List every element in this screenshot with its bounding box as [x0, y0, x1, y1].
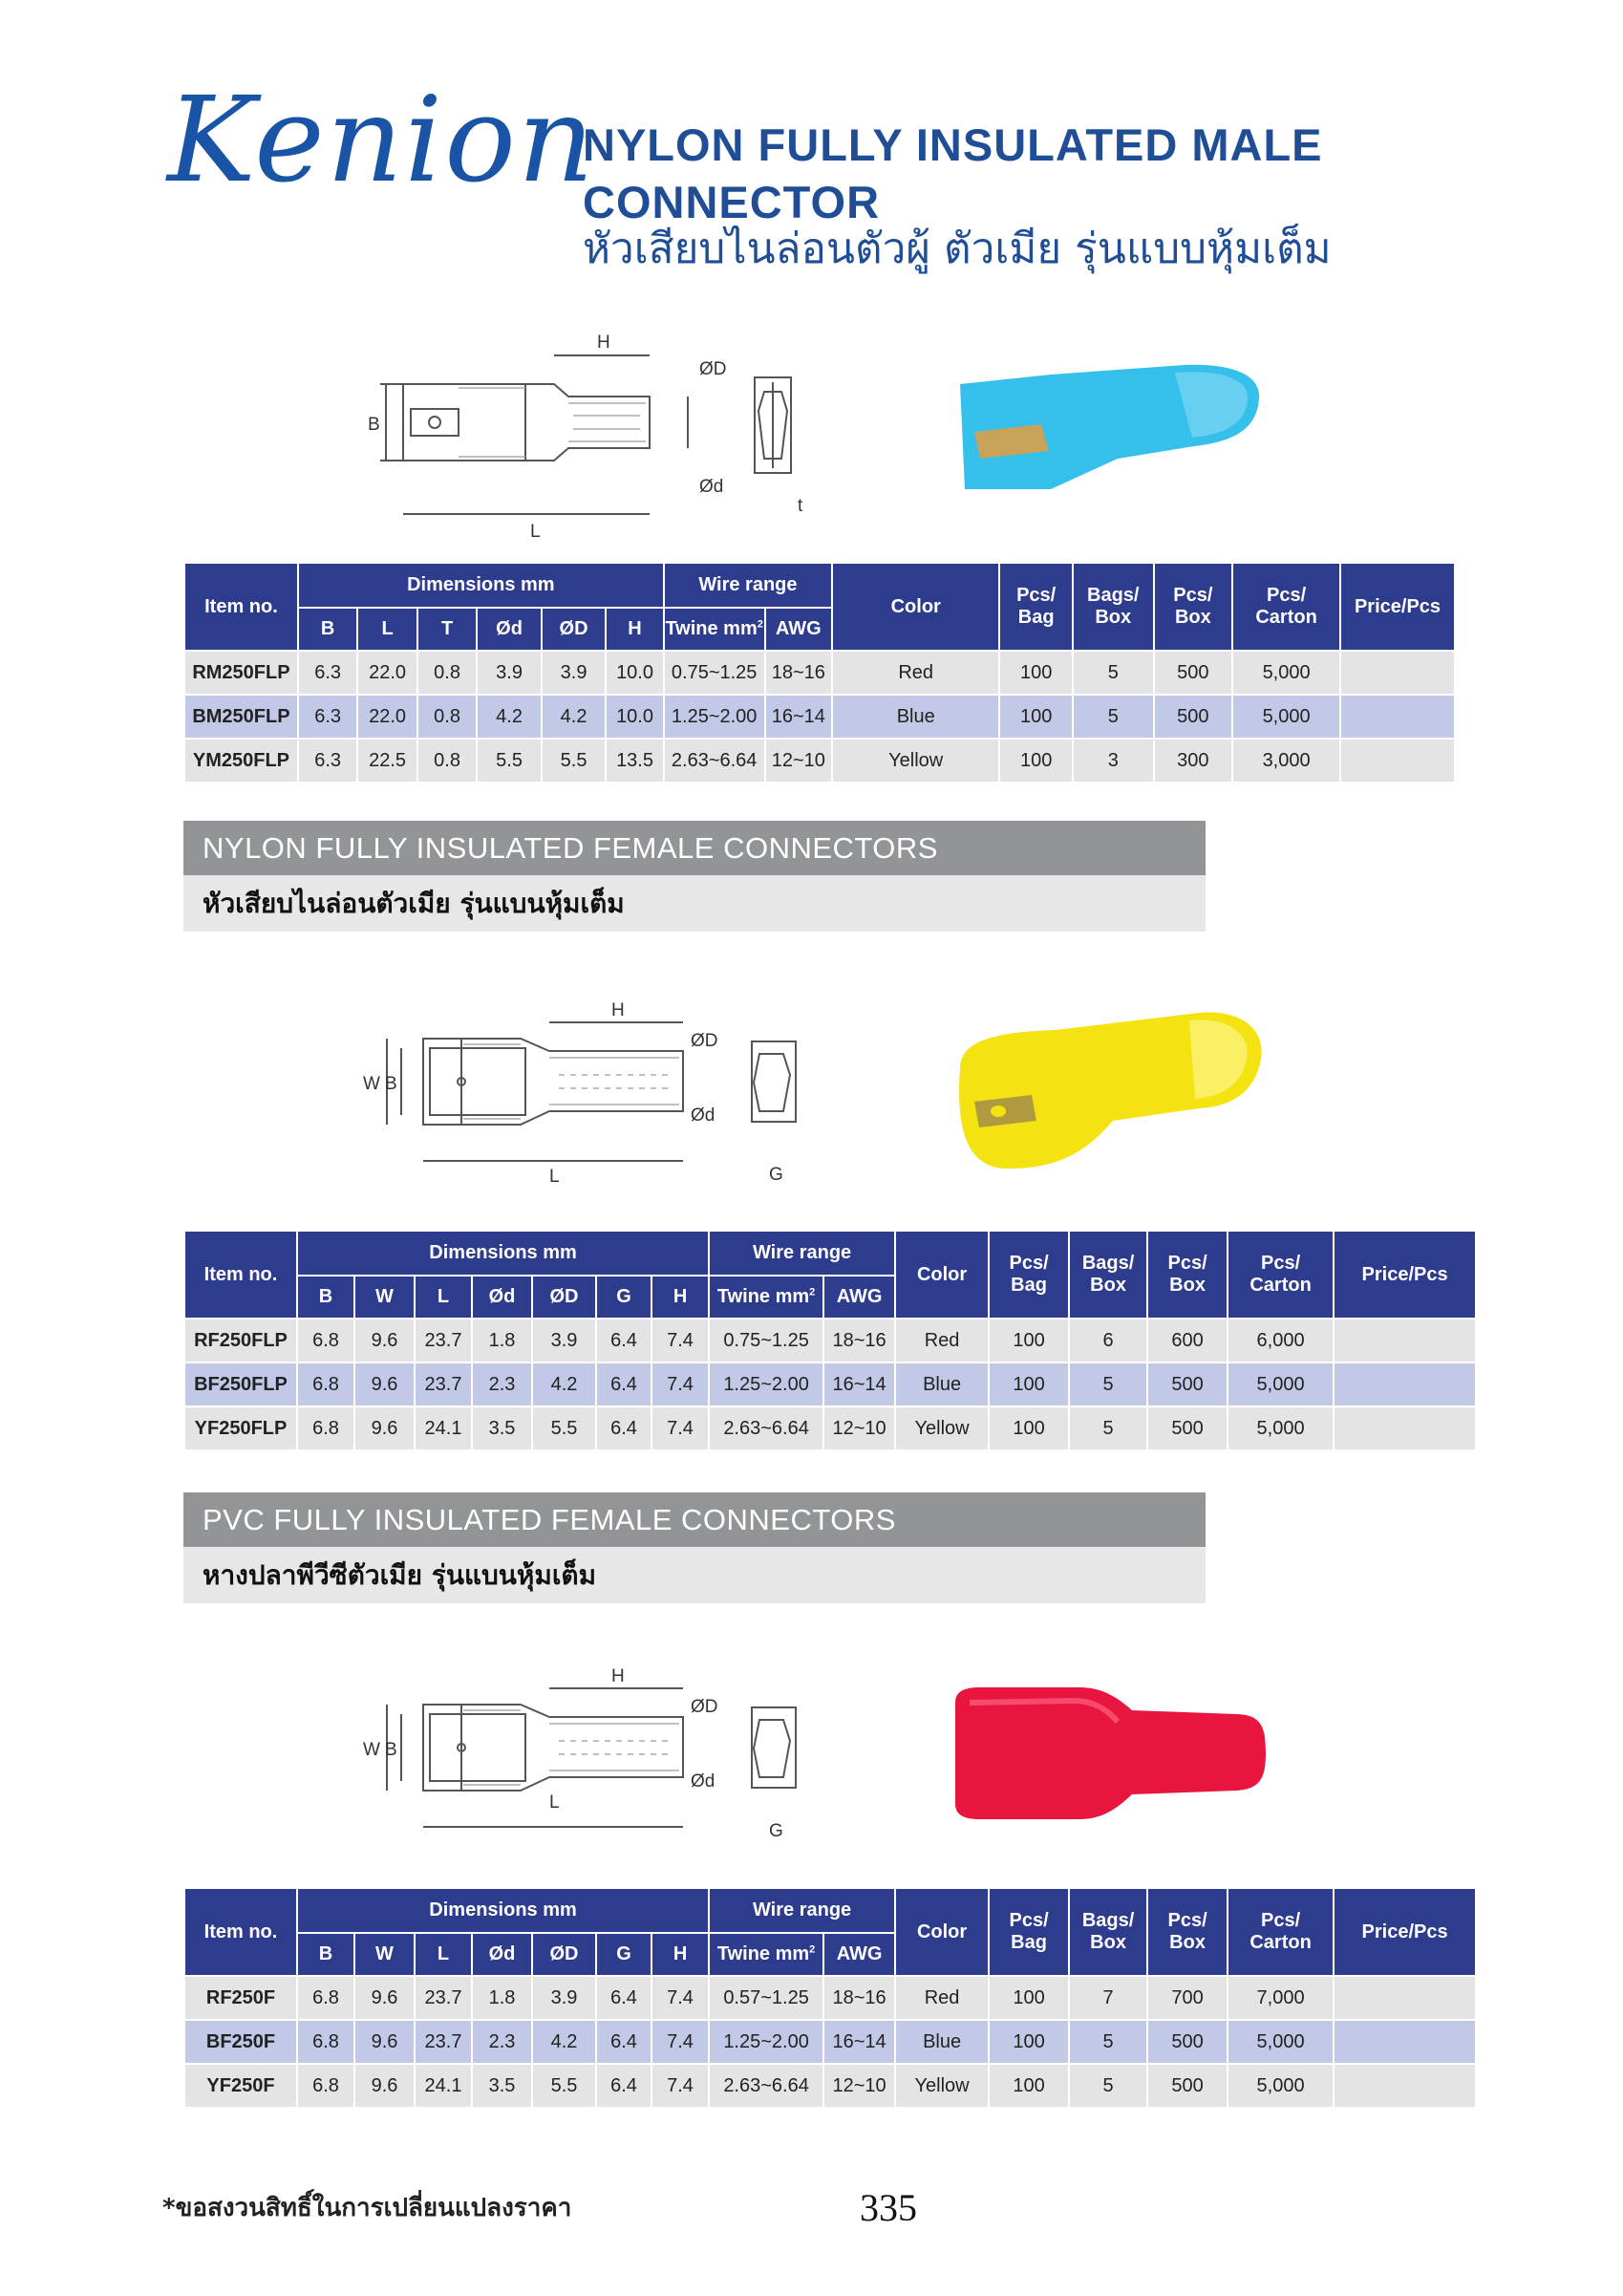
dim-cell: 7.4 [651, 1319, 709, 1363]
table-row [184, 1976, 1476, 2020]
dim-cell: 2.3 [472, 2020, 532, 2064]
header-awg: AWG [823, 1276, 895, 1319]
header-pcs-box: Pcs/ Box [1147, 1231, 1228, 1319]
section-nylon-female [183, 821, 1206, 932]
color-cell: Blue [832, 695, 999, 739]
dim-cell: 2.3 [472, 1363, 532, 1406]
nylon-female-diagram [358, 998, 826, 1199]
dim-cell: 6.4 [596, 1363, 651, 1406]
header-twine [664, 608, 765, 651]
table-row [184, 2064, 1476, 2108]
table-row [184, 739, 1455, 783]
pcs-carton-cell: 5,000 [1228, 1363, 1334, 1406]
item-no: RM250FLP [184, 651, 298, 695]
header-twine-sup: 2 [809, 1286, 816, 1298]
header-bags-box: Bags/ Box [1073, 563, 1154, 651]
header-pcs-bag: Pcs/ Bag [989, 1888, 1069, 1976]
dim-cell: 23.7 [415, 2020, 472, 2064]
item-no: RF250F [184, 1976, 297, 2020]
dim-label-od-big: ØD [691, 1697, 718, 1717]
dim-col-header: B [297, 1276, 354, 1319]
awg-cell: 12~10 [765, 739, 833, 783]
header-twine-label: Twine mm [716, 1943, 810, 1964]
header-twine-label: Twine mm [665, 618, 758, 639]
dim-cell: 0.8 [417, 651, 477, 695]
page-number: 335 [860, 2186, 917, 2229]
awg-cell: 12~10 [823, 2064, 895, 2108]
price-cell [1340, 739, 1455, 783]
dim-cell: 3.9 [477, 651, 542, 695]
dim-label-od-small: Ød [699, 477, 724, 497]
nylon-female-table [183, 1230, 1477, 1451]
dim-cell: 7.4 [651, 1406, 709, 1450]
pcs-box-cell: 700 [1147, 1976, 1228, 2020]
dim-col-header: ØD [532, 1276, 596, 1319]
dim-cell: 9.6 [354, 2064, 415, 2108]
color-cell: Red [895, 1976, 989, 2020]
header-price: Price/Pcs [1334, 1231, 1476, 1319]
dim-label-h: H [611, 1000, 625, 1020]
dim-cell: 4.2 [532, 1363, 596, 1406]
dim-cell: 9.6 [354, 1363, 415, 1406]
header-color: Color [895, 1231, 989, 1319]
dim-col-header: ØD [542, 608, 607, 651]
color-cell: Red [895, 1319, 989, 1363]
pvc-female-diagram [358, 1664, 826, 1865]
dim-col-header: H [651, 1933, 709, 1976]
pcs-bag-cell: 100 [989, 1319, 1069, 1363]
dim-cell: 6.4 [596, 1319, 651, 1363]
item-no: YM250FLP [184, 739, 298, 783]
item-no: BM250FLP [184, 695, 298, 739]
dim-col-header: W [354, 1933, 415, 1976]
dim-cell: 1.8 [472, 1319, 532, 1363]
table-row [184, 695, 1455, 739]
male-connector-photo [946, 346, 1271, 508]
price-cell [1334, 1319, 1476, 1363]
header-wire-range: Wire range [709, 1888, 895, 1933]
table-row [184, 2020, 1476, 2064]
pcs-carton-cell: 5,000 [1228, 2064, 1334, 2108]
dim-col-header: W [354, 1276, 415, 1319]
dim-label-h: H [611, 1666, 625, 1686]
dim-cell: 9.6 [354, 1319, 415, 1363]
twine-cell: 1.25~2.00 [709, 1363, 823, 1406]
dim-cell: 7.4 [651, 1363, 709, 1406]
dim-label-g: G [769, 1165, 783, 1185]
dim-cell: 1.8 [472, 1976, 532, 2020]
dim-col-header: L [415, 1276, 472, 1319]
dim-cell: 5.5 [532, 1406, 596, 1450]
header-item-no: Item no. [184, 1231, 297, 1319]
dim-col-header: G [596, 1933, 651, 1976]
bags-box-cell: 7 [1069, 1976, 1147, 2020]
pcs-carton-cell: 6,000 [1228, 1319, 1334, 1363]
section-thai-title: หัวเสียบไนล่อนตัวเมีย รุ่นแบนหุ้มเต็ม [183, 875, 1206, 932]
dim-label-od-big: ØD [699, 359, 727, 379]
header-item-no: Item no. [184, 563, 298, 651]
header-bags-box: Bags/ Box [1069, 1231, 1147, 1319]
dim-label-w: W [363, 1074, 380, 1094]
dim-cell: 0.8 [417, 695, 477, 739]
dim-cell: 6.8 [297, 2064, 354, 2108]
dim-label-od-small: Ød [691, 1105, 715, 1126]
twine-cell: 1.25~2.00 [664, 695, 765, 739]
pcs-bag-cell: 100 [999, 695, 1073, 739]
dim-cell: 23.7 [415, 1976, 472, 2020]
header-pcs-carton: Pcs/ Carton [1228, 1888, 1334, 1976]
twine-cell: 0.57~1.25 [709, 1976, 823, 2020]
price-cell [1334, 2064, 1476, 2108]
header-pcs-bag: Pcs/ Bag [989, 1231, 1069, 1319]
dim-cell: 5.5 [542, 739, 607, 783]
pcs-carton-cell: 3,000 [1232, 739, 1340, 783]
dim-cell: 6.4 [596, 2020, 651, 2064]
header-pcs-bag: Pcs/ Bag [999, 563, 1073, 651]
awg-cell: 16~14 [823, 1363, 895, 1406]
table-row [184, 1319, 1476, 1363]
dim-cell: 6.8 [297, 2020, 354, 2064]
twine-cell: 2.63~6.64 [664, 739, 765, 783]
dim-cell: 3.9 [532, 1976, 596, 2020]
dim-cell: 4.2 [532, 2020, 596, 2064]
price-cell [1334, 2020, 1476, 2064]
item-no: YF250F [184, 2064, 297, 2108]
dim-cell: 7.4 [651, 2020, 709, 2064]
dim-cell: 9.6 [354, 1406, 415, 1450]
price-cell [1334, 1976, 1476, 2020]
awg-cell: 16~14 [765, 695, 833, 739]
pcs-carton-cell: 5,000 [1232, 695, 1340, 739]
awg-cell: 18~16 [823, 1319, 895, 1363]
pcs-box-cell: 500 [1147, 2064, 1228, 2108]
dim-cell: 3.9 [542, 651, 607, 695]
dim-col-header: T [417, 608, 477, 651]
header-dimensions: Dimensions mm [298, 563, 664, 608]
price-change-note: *ขอสงวนสิทธิ์ในการเปลี่ยนแปลงราคา [162, 2194, 572, 2222]
pcs-box-cell: 300 [1154, 739, 1233, 783]
color-cell: Blue [895, 1363, 989, 1406]
awg-cell: 18~16 [765, 651, 833, 695]
dim-label-t: t [798, 496, 803, 516]
dim-cell: 3.5 [472, 2064, 532, 2108]
page-title [583, 117, 1323, 231]
awg-cell: 18~16 [823, 1976, 895, 2020]
item-no: BF250F [184, 2020, 297, 2064]
dim-cell: 4.2 [542, 695, 607, 739]
twine-cell: 0.75~1.25 [664, 651, 765, 695]
pcs-box-cell: 500 [1147, 1363, 1228, 1406]
header-price: Price/Pcs [1334, 1888, 1476, 1976]
dim-cell: 4.2 [477, 695, 542, 739]
table-row [184, 1363, 1476, 1406]
bags-box-cell: 5 [1069, 2064, 1147, 2108]
dim-cell: 23.7 [415, 1319, 472, 1363]
color-cell: Yellow [895, 1406, 989, 1450]
pcs-bag-cell: 100 [989, 2020, 1069, 2064]
pcs-box-cell: 600 [1147, 1319, 1228, 1363]
header-awg: AWG [765, 608, 833, 651]
item-no: RF250FLP [184, 1319, 297, 1363]
dim-col-header: Ød [477, 608, 542, 651]
dim-cell: 13.5 [606, 739, 663, 783]
dim-cell: 22.0 [357, 695, 416, 739]
header-awg: AWG [823, 1933, 895, 1976]
bags-box-cell: 5 [1073, 651, 1154, 695]
dim-col-header: Ød [472, 1933, 532, 1976]
dim-cell: 6.8 [297, 1319, 354, 1363]
section-title: PVC FULLY INSULATED FEMALE CONNECTORS [183, 1492, 1206, 1547]
header-twine [709, 1933, 823, 1976]
dim-col-header: H [606, 608, 663, 651]
brand-logo: Kenion [167, 72, 596, 209]
dim-label-b: B [385, 1740, 397, 1760]
bags-box-cell: 5 [1069, 1363, 1147, 1406]
header-pcs-box: Pcs/ Box [1154, 563, 1233, 651]
dim-label-od-small: Ød [691, 1771, 715, 1792]
pcs-box-cell: 500 [1154, 695, 1233, 739]
header-color: Color [832, 563, 999, 651]
header-dimensions: Dimensions mm [297, 1888, 709, 1933]
bags-box-cell: 5 [1073, 695, 1154, 739]
header-twine-sup: 2 [757, 618, 763, 631]
header-pcs-carton: Pcs/ Carton [1232, 563, 1340, 651]
pcs-carton-cell: 5,000 [1228, 2020, 1334, 2064]
header-price: Price/Pcs [1340, 563, 1455, 651]
dim-cell: 22.5 [357, 739, 416, 783]
dim-cell: 0.8 [417, 739, 477, 783]
header-pcs-box: Pcs/ Box [1147, 1888, 1228, 1976]
dim-cell: 6.4 [596, 2064, 651, 2108]
header-pcs-carton: Pcs/ Carton [1228, 1231, 1334, 1319]
color-cell: Yellow [895, 2064, 989, 2108]
dim-col-header: B [297, 1933, 354, 1976]
pcs-box-cell: 500 [1154, 651, 1233, 695]
pcs-carton-cell: 5,000 [1232, 651, 1340, 695]
pcs-bag-cell: 100 [999, 651, 1073, 695]
price-cell [1340, 651, 1455, 695]
dim-label-od-big: ØD [691, 1031, 718, 1051]
dim-cell: 7.4 [651, 1976, 709, 2020]
page-title-line2: CONNECTOR [583, 177, 881, 227]
dim-cell: 3.5 [472, 1406, 532, 1450]
dim-label-b: B [385, 1074, 397, 1094]
header-wire-range: Wire range [664, 563, 832, 608]
pcs-carton-cell: 7,000 [1228, 1976, 1334, 2020]
pcs-bag-cell: 100 [999, 739, 1073, 783]
dim-cell: 6.3 [298, 739, 357, 783]
pcs-box-cell: 500 [1147, 2020, 1228, 2064]
twine-cell: 1.25~2.00 [709, 2020, 823, 2064]
twine-cell: 2.63~6.64 [709, 1406, 823, 1450]
pcs-bag-cell: 100 [989, 2064, 1069, 2108]
header-twine-sup: 2 [809, 1943, 816, 1956]
section-pvc-female [183, 1492, 1206, 1603]
header-item-no: Item no. [184, 1888, 297, 1976]
awg-cell: 16~14 [823, 2020, 895, 2064]
dim-cell: 6.8 [297, 1363, 354, 1406]
bags-box-cell: 5 [1069, 1406, 1147, 1450]
page-title-thai: หัวเสียบไนล่อนตัวผู้ ตัวเมีย รุ่นแบบหุ้มเต็ม [583, 225, 1332, 273]
section-thai-title: หางปลาพีวีซีตัวเมีย รุ่นแบนหุ้มเต็ม [183, 1547, 1206, 1603]
awg-cell: 12~10 [823, 1406, 895, 1450]
male-connector-table [183, 562, 1456, 783]
dim-col-header: G [596, 1276, 651, 1319]
pcs-bag-cell: 100 [989, 1406, 1069, 1450]
dim-cell: 24.1 [415, 2064, 472, 2108]
yellow-connector-photo [941, 1001, 1266, 1183]
dim-cell: 6.4 [596, 1976, 651, 2020]
dim-cell: 10.0 [606, 651, 663, 695]
pcs-carton-cell: 5,000 [1228, 1406, 1334, 1450]
dim-cell: 3.9 [532, 1319, 596, 1363]
header-wire-range: Wire range [709, 1231, 895, 1276]
red-connector-photo [950, 1684, 1275, 1827]
male-connector-diagram [363, 325, 860, 545]
twine-cell: 0.75~1.25 [709, 1319, 823, 1363]
dim-cell: 5.5 [477, 739, 542, 783]
color-cell: Blue [895, 2020, 989, 2064]
dim-label-l: L [549, 1167, 560, 1187]
dim-label-l: L [530, 522, 541, 542]
dim-cell: 9.6 [354, 2020, 415, 2064]
pcs-bag-cell: 100 [989, 1976, 1069, 2020]
dim-cell: 23.7 [415, 1363, 472, 1406]
header-color: Color [895, 1888, 989, 1976]
table-row [184, 1406, 1476, 1450]
dim-cell: 10.0 [606, 695, 663, 739]
bags-box-cell: 6 [1069, 1319, 1147, 1363]
dim-col-header: H [651, 1276, 709, 1319]
dim-label-w: W [363, 1740, 380, 1760]
color-cell: Yellow [832, 739, 999, 783]
dim-label-b: B [368, 415, 380, 435]
dim-col-header: L [357, 608, 416, 651]
pvc-female-table [183, 1887, 1477, 2109]
dim-col-header: B [298, 608, 357, 651]
color-cell: Red [832, 651, 999, 695]
pcs-box-cell: 500 [1147, 1406, 1228, 1450]
page-title-line1: NYLON FULLY INSULATED MALE [583, 119, 1323, 170]
dim-cell: 6.3 [298, 695, 357, 739]
dim-label-g: G [769, 1821, 783, 1841]
header-twine-label: Twine mm [716, 1286, 810, 1307]
dim-cell: 5.5 [532, 2064, 596, 2108]
twine-cell: 2.63~6.64 [709, 2064, 823, 2108]
bags-box-cell: 5 [1069, 2020, 1147, 2064]
bags-box-cell: 3 [1073, 739, 1154, 783]
price-cell [1340, 695, 1455, 739]
dim-cell: 6.4 [596, 1406, 651, 1450]
dim-label-l: L [549, 1792, 560, 1813]
item-no: YF250FLP [184, 1406, 297, 1450]
item-no: BF250FLP [184, 1363, 297, 1406]
dim-cell: 24.1 [415, 1406, 472, 1450]
dim-cell: 6.8 [297, 1406, 354, 1450]
dim-cell: 6.8 [297, 1976, 354, 2020]
dim-cell: 9.6 [354, 1976, 415, 2020]
pcs-bag-cell: 100 [989, 1363, 1069, 1406]
dim-col-header: ØD [532, 1933, 596, 1976]
section-title: NYLON FULLY INSULATED FEMALE CONNECTORS [183, 821, 1206, 875]
header-bags-box: Bags/ Box [1069, 1888, 1147, 1976]
price-cell [1334, 1406, 1476, 1450]
dim-cell: 6.3 [298, 651, 357, 695]
dim-col-header: Ød [472, 1276, 532, 1319]
header-dimensions: Dimensions mm [297, 1231, 709, 1276]
dim-cell: 7.4 [651, 2064, 709, 2108]
dim-cell: 22.0 [357, 651, 416, 695]
price-cell [1334, 1363, 1476, 1406]
table-row [184, 651, 1455, 695]
dim-label-h: H [597, 333, 610, 353]
header-twine [709, 1276, 823, 1319]
dim-col-header: L [415, 1933, 472, 1976]
